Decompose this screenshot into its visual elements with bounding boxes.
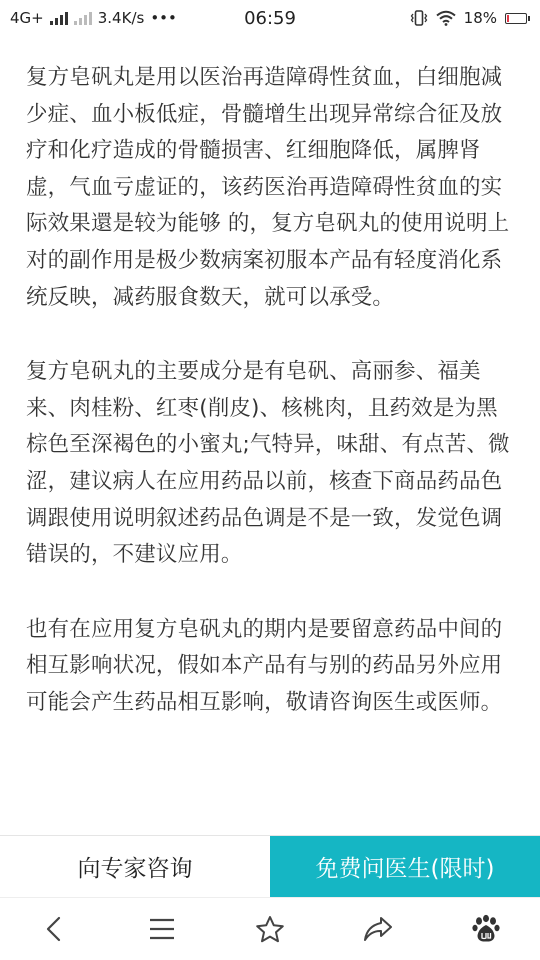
status-bar [0, 0, 540, 36]
bottom-nav [0, 897, 540, 960]
wifi-icon [436, 10, 456, 26]
consult-bar [0, 835, 540, 897]
article-paragraph-3: 也有在应用复方皂矾丸的期内是要留意药品中间的相互影响状况，假如本产品有与别的药品另外应用可能会产生药品相互影响，敬请咨询医生或医师。 [26, 616, 503, 715]
favorite-button[interactable] [240, 904, 300, 954]
network-speed: 3.4K/s [97, 9, 145, 27]
status-left [10, 9, 410, 27]
battery-percent: 18% [463, 9, 497, 27]
free-ask-doctor-button[interactable]: 免费问医生(限时) [270, 836, 540, 897]
clock: 06:59 [244, 7, 296, 29]
signal-strength-2-icon [74, 11, 92, 25]
menu-button[interactable] [132, 904, 192, 954]
back-button[interactable] [24, 904, 84, 954]
share-button[interactable] [348, 904, 408, 954]
menu-icon [149, 918, 175, 940]
battery-icon [505, 13, 530, 24]
more-notifications-icon: ••• [150, 9, 177, 27]
network-type: 4G+ [10, 9, 44, 27]
ask-expert-button[interactable]: 向专家咨询 [0, 836, 270, 897]
share-icon [363, 916, 393, 942]
back-icon [43, 915, 65, 943]
article-paragraph-2: 复方皂矾丸的主要成分是有皂矾、高丽参、福美来、肉桂粉、红枣(削皮)、核桃肉，且药效是为黑棕色至深褐色的小蜜丸;气特异，味甜、有点苦、微涩，建议病人在应用药品以前，核查下商品药品色调跟使用说明叙述药品色调是不是一致，发觉色调错误的，不建议应用。 [26, 359, 510, 568]
baidu-home-button[interactable] [456, 904, 516, 954]
article-paragraph-1: 复方皂矾丸是用以医治再造障碍性贫血，白细胞减少症、血小板低症，骨髓增生出现异常综合征及放疗和化疗造成的骨髓损害、红细胞降低，属脾肾虚，气血亏虚证的，该药医治再造障碍性贫血的实际效果還是较为能够 的，复方皂矾丸的使用说明上对的副作用是极少数病案初服本产品有轻度消化系统反映，减药服食数天，就可以承受。 [26, 65, 510, 310]
star-icon [255, 915, 285, 943]
vibrate-icon [410, 10, 428, 26]
article-body [26, 60, 516, 722]
baidu-paw-icon [471, 914, 501, 944]
status-right [410, 9, 530, 27]
signal-strength-icon [50, 11, 68, 25]
